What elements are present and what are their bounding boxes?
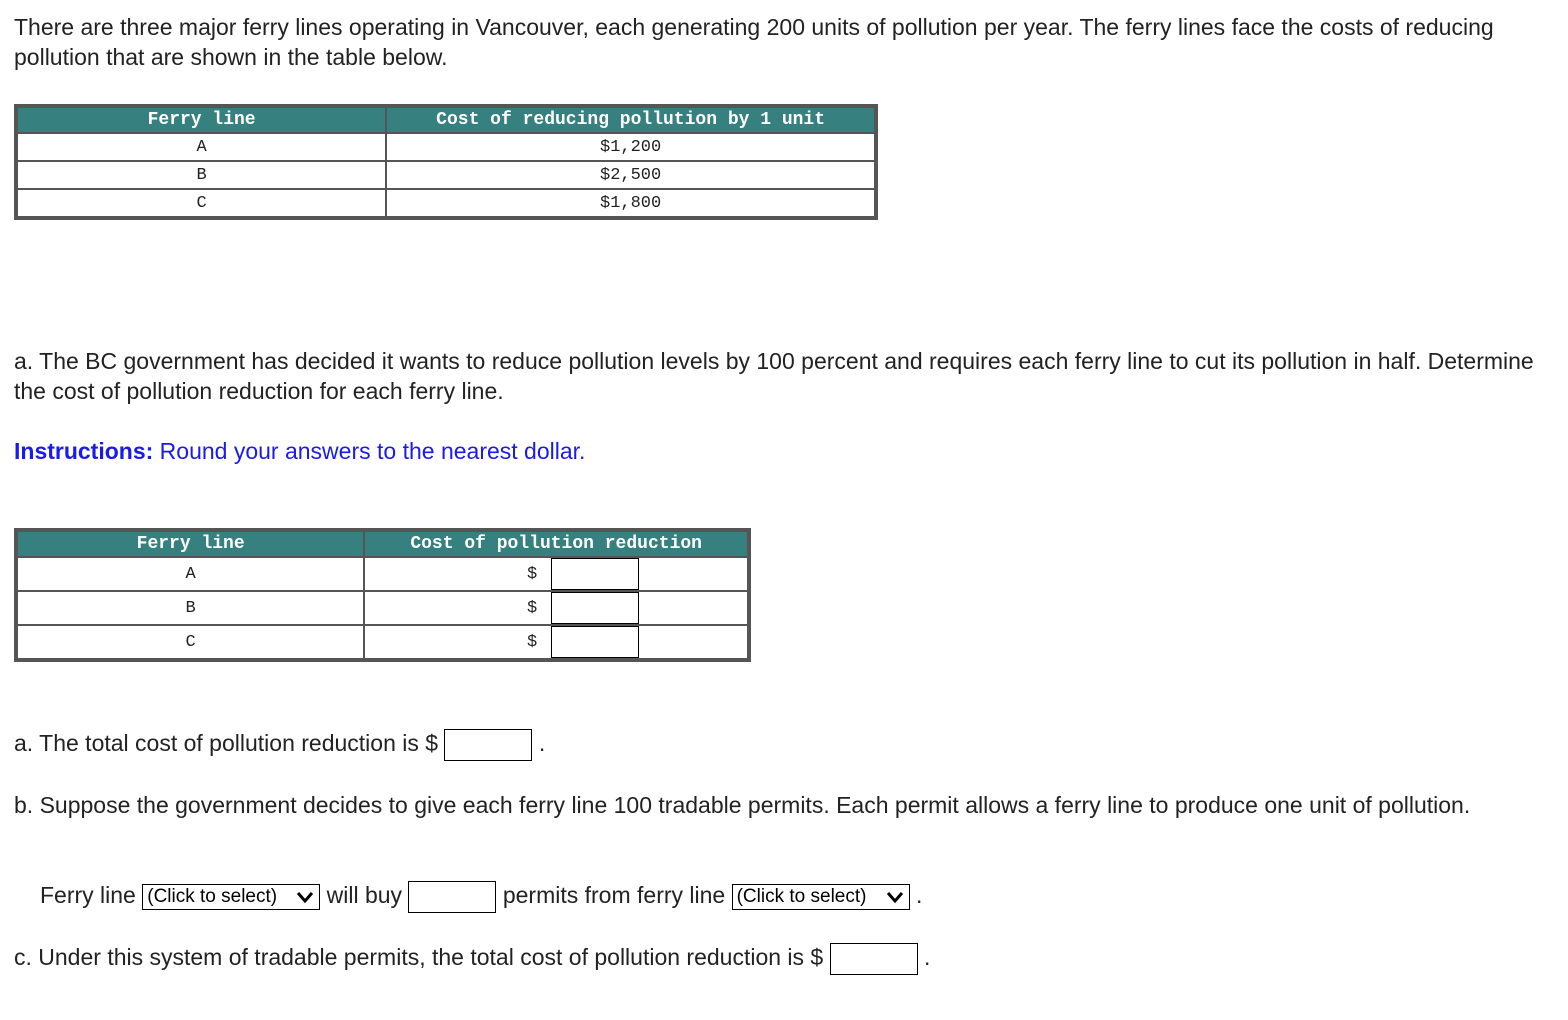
currency-symbol: $ — [527, 598, 538, 618]
part-b-question: b. Suppose the government decides to give each ferry line 100 tradable permits. Each permit allows a ferry line to produce one unit of pollution. — [14, 792, 1471, 818]
total-cost-prefix: a. The total cost of pollution reduction is $ — [14, 730, 439, 756]
cost-cell: $1,200 — [387, 134, 874, 160]
header-cost-per-unit: Cost of reducing pollution by 1 unit — [387, 108, 874, 132]
header-ferry-line: Ferry line — [18, 108, 385, 132]
table-row — [18, 626, 747, 658]
ferry-line-cell: C — [18, 626, 363, 658]
seller-select-value: (Click to select) — [736, 885, 867, 907]
part-a-question: a. The BC government has decided it wants to reduce pollution levels by 100 percent and requires each ferry line to cut its pollution in half. Determine the cost of pollution reduction for each ferry line. — [14, 348, 1534, 404]
instructions — [14, 436, 1534, 466]
total-cost-input[interactable] — [444, 729, 532, 761]
intro-text: There are three major ferry lines operating in Vancouver, each generating 200 units of pollution per year. The ferry lines face the costs of reducing pollution that are shown in the table below. — [14, 14, 1494, 70]
cost-cell: $1,800 — [387, 190, 874, 216]
table-row — [18, 190, 874, 216]
ferry-line-cell: C — [18, 190, 385, 216]
period: . — [916, 882, 923, 908]
reduction-cost-table — [14, 528, 751, 662]
answer-cell — [365, 626, 747, 658]
ferry-line-cell: B — [18, 162, 385, 188]
instructions-label: Instructions: — [14, 438, 154, 464]
buyer-select[interactable] — [142, 884, 320, 910]
ferry-line-cell: B — [18, 592, 363, 624]
chevron-down-icon — [885, 887, 905, 907]
header-ferry-line: Ferry line — [18, 532, 363, 556]
cost-input-b[interactable] — [551, 592, 639, 624]
total-cost-line — [14, 728, 1534, 761]
part-c-line — [14, 942, 1534, 975]
ferry-line-label: Ferry line — [40, 882, 136, 908]
table-row — [18, 162, 874, 188]
permit-trade-line — [40, 880, 1560, 913]
pollution-cost-table — [14, 104, 878, 220]
table-row — [18, 134, 874, 160]
header-cost-reduction: Cost of pollution reduction — [365, 532, 747, 556]
part-c-prefix: c. Under this system of tradable permits, the total cost of pollution reduction is $ — [14, 944, 824, 970]
ferry-line-cell: A — [18, 558, 363, 590]
tradable-total-input[interactable] — [830, 943, 918, 975]
currency-symbol: $ — [527, 632, 538, 652]
table-row — [18, 592, 747, 624]
table-row — [18, 558, 747, 590]
cost-input-a[interactable] — [551, 558, 639, 590]
permits-from-label: permits from ferry line — [502, 882, 726, 908]
seller-select[interactable] — [732, 884, 910, 910]
part-c-suffix: . — [924, 944, 931, 970]
instructions-text: Round your answers to the nearest dollar. — [159, 438, 586, 464]
answer-cell — [365, 558, 747, 590]
currency-symbol: $ — [527, 564, 538, 584]
ferry-line-cell: A — [18, 134, 385, 160]
total-cost-suffix: . — [538, 730, 546, 756]
cost-cell: $2,500 — [387, 162, 874, 188]
cost-input-c[interactable] — [551, 626, 639, 658]
answer-cell — [365, 592, 747, 624]
chevron-down-icon — [295, 887, 315, 907]
buyer-select-value: (Click to select) — [147, 885, 278, 907]
permits-input[interactable] — [408, 881, 496, 913]
will-buy-label: will buy — [326, 882, 403, 908]
